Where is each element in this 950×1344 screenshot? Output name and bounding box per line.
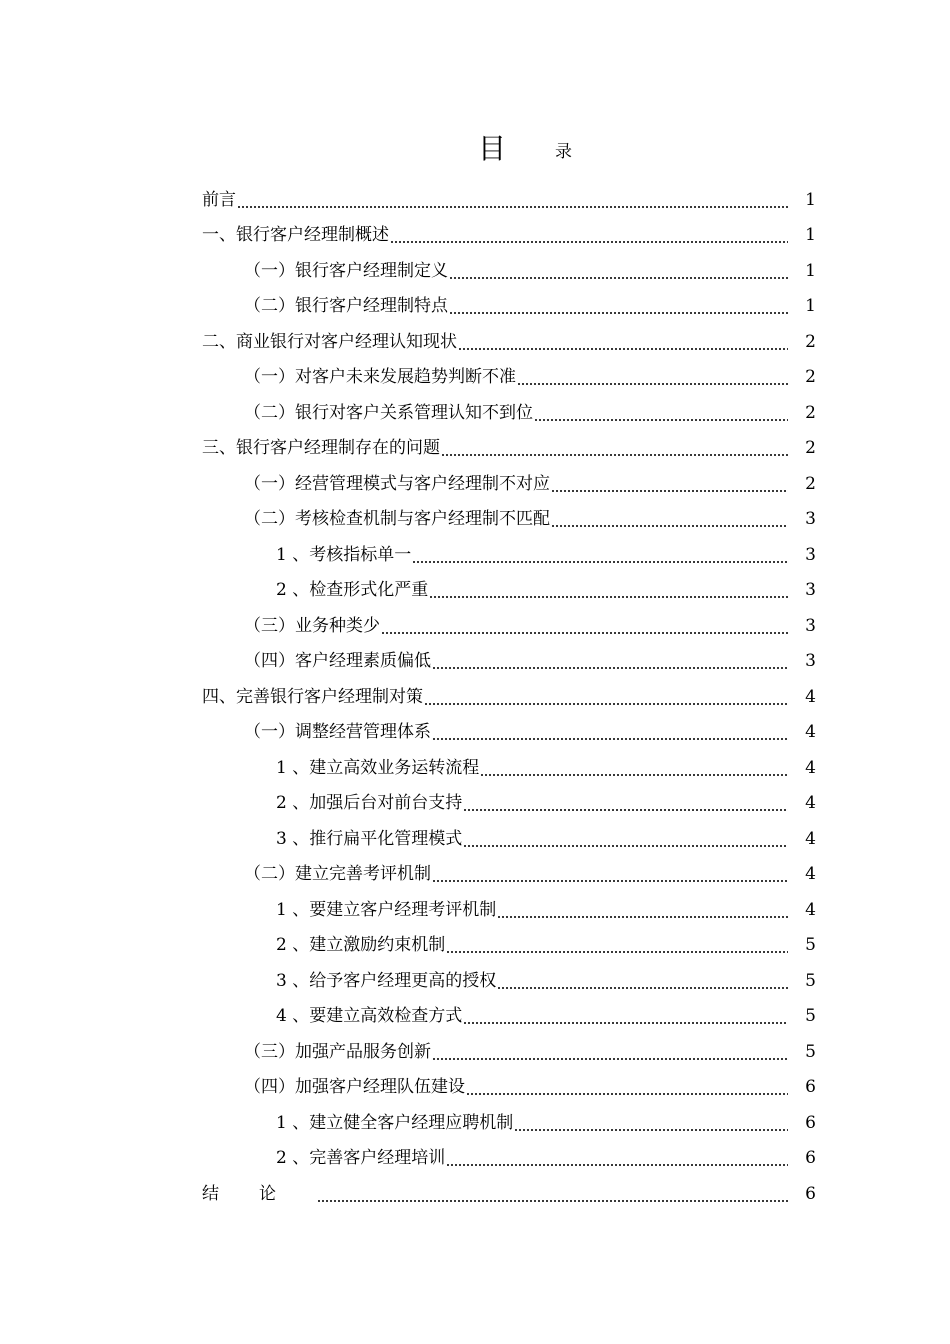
toc-entry[interactable] — [202, 431, 816, 467]
toc-entry[interactable] — [202, 715, 816, 751]
toc-entry[interactable] — [202, 750, 816, 786]
toc-dot-leader — [551, 474, 788, 494]
toc-dot-leader — [446, 1148, 788, 1168]
toc-dot-leader — [449, 261, 788, 281]
toc-dot-leader — [446, 935, 788, 955]
toc-entry-page-number: 5 — [805, 1041, 816, 1062]
toc-dot-leader — [429, 580, 788, 600]
toc-dot-leader — [237, 190, 788, 210]
toc-entry-label: （一）对客户未来发展趋势判断不准 — [244, 367, 516, 388]
toc-entry-page-number: 4 — [805, 864, 816, 885]
toc-entry[interactable] — [202, 644, 816, 680]
toc-entry-label: （一）调整经营管理体系 — [244, 722, 431, 743]
toc-dot-leader — [480, 758, 788, 778]
toc-dot-leader — [517, 367, 788, 387]
toc-entry[interactable] — [202, 679, 816, 715]
toc-dot-leader — [551, 509, 788, 529]
toc-entry-label: 结论 — [202, 1183, 316, 1204]
toc-dot-leader — [317, 1184, 788, 1204]
table-of-contents — [202, 182, 816, 1212]
toc-dot-leader — [463, 829, 788, 849]
toc-dot-leader — [424, 687, 788, 707]
toc-entry-page-number: 3 — [805, 580, 816, 601]
toc-entry-page-number: 2 — [805, 473, 816, 494]
toc-entry-label: 二、商业银行对客户经理认知现状 — [202, 331, 457, 352]
toc-entry[interactable] — [202, 857, 816, 893]
toc-dot-leader — [463, 1006, 788, 1026]
toc-entry-label: 1 、建立健全客户经理应聘机制 — [276, 1112, 514, 1133]
toc-entry[interactable] — [202, 395, 816, 431]
toc-entry-label: （三）业务种类少 — [244, 615, 380, 636]
toc-entry-page-number: 4 — [805, 793, 816, 814]
toc-entry-page-number: 3 — [805, 651, 816, 672]
toc-entry-page-number: 2 — [805, 438, 816, 459]
toc-entry[interactable] — [202, 608, 816, 644]
toc-entry-page-number: 4 — [805, 757, 816, 778]
toc-entry-label: 三、银行客户经理制存在的问题 — [202, 438, 440, 459]
toc-entry[interactable] — [202, 360, 816, 396]
toc-entry-label: 2 、加强后台对前台支持 — [276, 793, 463, 814]
toc-entry-page-number: 6 — [805, 1148, 816, 1169]
toc-entry-label: 4 、要建立高效检查方式 — [276, 1006, 463, 1027]
toc-entry-page-number: 4 — [805, 722, 816, 743]
toc-dot-leader — [497, 900, 788, 920]
toc-dot-leader — [412, 545, 788, 565]
toc-entry[interactable] — [202, 1105, 816, 1141]
toc-entry-label: 3 、给予客户经理更高的授权 — [276, 970, 497, 991]
toc-entry-page-number: 1 — [805, 189, 816, 210]
toc-entry-label: （二）银行客户经理制特点 — [244, 296, 448, 317]
toc-entry[interactable] — [202, 1034, 816, 1070]
toc-entry-label: 2 、检查形式化严重 — [276, 580, 429, 601]
toc-entry-label: 2 、建立激励约束机制 — [276, 935, 446, 956]
toc-entry-page-number: 1 — [805, 225, 816, 246]
toc-dot-leader — [432, 864, 788, 884]
toc-entry[interactable] — [202, 928, 816, 964]
toc-entry-label: （四）加强客户经理队伍建设 — [244, 1077, 465, 1098]
toc-dot-leader — [381, 616, 788, 636]
toc-entry[interactable] — [202, 182, 816, 218]
toc-entry-page-number: 3 — [805, 509, 816, 530]
toc-dot-leader — [441, 438, 788, 458]
toc-entry-page-number: 2 — [805, 367, 816, 388]
toc-title-sub: 录 — [555, 142, 572, 162]
toc-entry-label: （二）银行对客户关系管理认知不到位 — [244, 402, 533, 423]
toc-entry-label: 一、银行客户经理制概述 — [202, 225, 389, 246]
toc-entry[interactable] — [202, 573, 816, 609]
toc-entry-page-number: 2 — [805, 402, 816, 423]
toc-entry[interactable] — [202, 786, 816, 822]
toc-heading — [0, 132, 950, 172]
toc-entry-label: 1 、建立高效业务运转流程 — [276, 757, 480, 778]
toc-dot-leader — [449, 296, 788, 316]
toc-entry-label: 前言 — [202, 189, 236, 210]
toc-entry-label: 3 、推行扁平化管理模式 — [276, 828, 463, 849]
toc-entry-page-number: 1 — [805, 296, 816, 317]
toc-dot-leader — [390, 225, 788, 245]
toc-entry-label: 四、完善银行客户经理制对策 — [202, 686, 423, 707]
toc-dot-leader — [514, 1113, 788, 1133]
toc-entry-label: （三）加强产品服务创新 — [244, 1041, 431, 1062]
toc-dot-leader — [432, 722, 788, 742]
toc-entry[interactable] — [202, 999, 816, 1035]
toc-entry-label: （一）银行客户经理制定义 — [244, 260, 448, 281]
toc-entry[interactable] — [202, 892, 816, 928]
toc-title-main: 目 — [478, 132, 507, 165]
toc-entry[interactable] — [202, 1176, 816, 1212]
toc-entry-page-number: 1 — [805, 260, 816, 281]
toc-entry[interactable] — [202, 963, 816, 999]
toc-entry-label: 1 、要建立客户经理考评机制 — [276, 899, 497, 920]
toc-entry[interactable] — [202, 821, 816, 857]
toc-entry-page-number: 6 — [805, 1112, 816, 1133]
toc-dot-leader — [432, 1042, 788, 1062]
toc-entry-page-number: 6 — [805, 1183, 816, 1204]
toc-entry-page-number: 5 — [805, 1006, 816, 1027]
toc-dot-leader — [497, 971, 788, 991]
toc-entry[interactable] — [202, 218, 816, 254]
toc-entry-page-number: 2 — [805, 331, 816, 352]
toc-entry[interactable] — [202, 466, 816, 502]
toc-entry-page-number: 5 — [805, 970, 816, 991]
toc-entry[interactable] — [202, 289, 816, 325]
toc-entry-label: 2 、完善客户经理培训 — [276, 1148, 446, 1169]
toc-entry-page-number: 3 — [805, 615, 816, 636]
toc-dot-leader — [432, 651, 788, 671]
toc-entry[interactable] — [202, 537, 816, 573]
toc-entry[interactable] — [202, 502, 816, 538]
toc-entry-page-number: 5 — [805, 935, 816, 956]
toc-dot-leader — [463, 793, 788, 813]
toc-entry-page-number: 4 — [805, 828, 816, 849]
toc-entry[interactable] — [202, 1141, 816, 1177]
toc-dot-leader — [458, 332, 788, 352]
toc-entry-label: （二）建立完善考评机制 — [244, 864, 431, 885]
toc-entry-label: （一）经营管理模式与客户经理制不对应 — [244, 473, 550, 494]
toc-entry[interactable] — [202, 324, 816, 360]
toc-entry-label: （四）客户经理素质偏低 — [244, 651, 431, 672]
toc-entry-page-number: 6 — [805, 1077, 816, 1098]
toc-entry-page-number: 4 — [805, 899, 816, 920]
toc-entry-page-number: 3 — [805, 544, 816, 565]
toc-entry[interactable] — [202, 253, 816, 289]
toc-dot-leader — [534, 403, 788, 423]
toc-entry[interactable] — [202, 1070, 816, 1106]
toc-entry-page-number: 4 — [805, 686, 816, 707]
toc-dot-leader — [466, 1077, 788, 1097]
toc-entry-label: （二）考核检查机制与客户经理制不匹配 — [244, 509, 550, 530]
toc-entry-label: 1 、考核指标单一 — [276, 544, 412, 565]
